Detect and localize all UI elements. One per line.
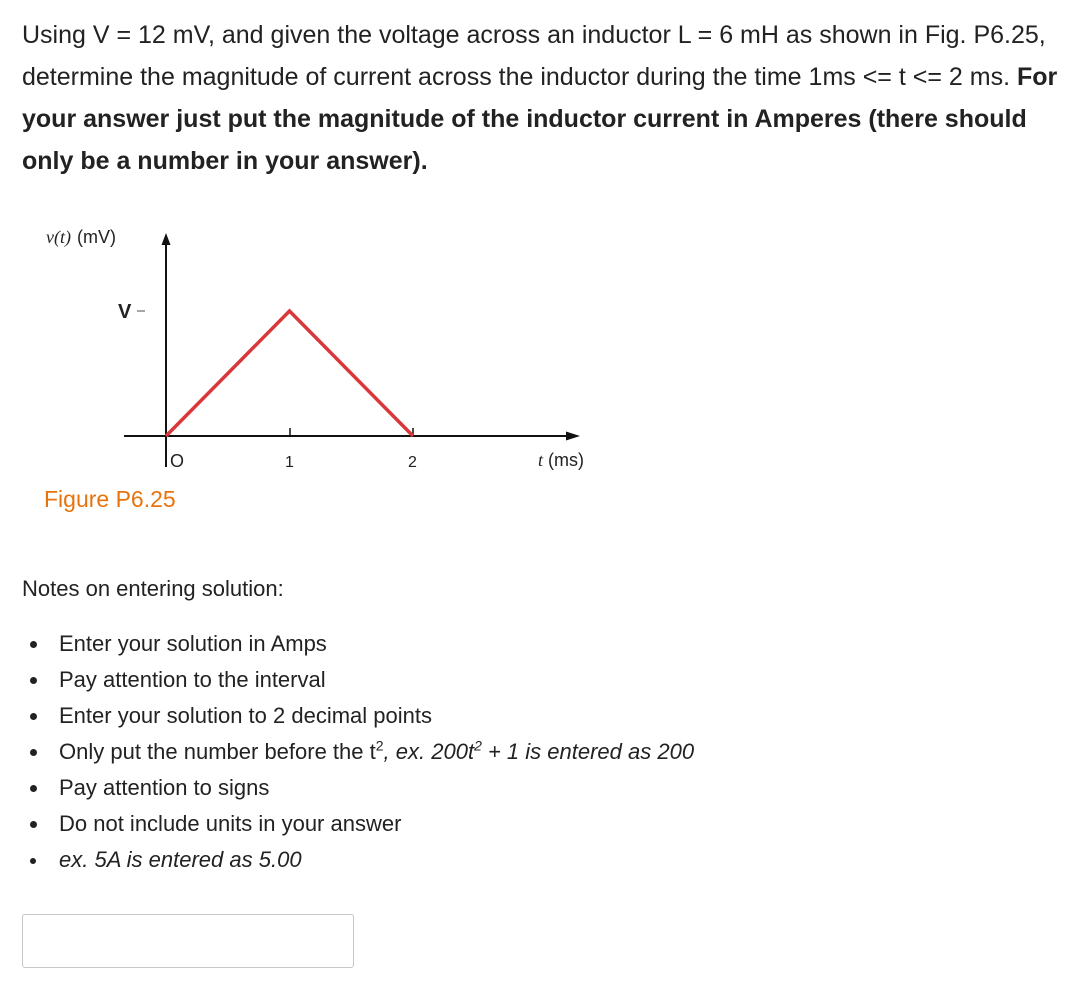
- waveform-series-line: [166, 311, 413, 436]
- y-axis-label: v(t) (mV): [46, 227, 116, 247]
- question-intro: Using V = 12 mV, and given the voltage across an inductor L = 6 mH as shown in Fig. P6.25, determine the magnitude of current across the inductor during the time 1ms <= t <= 2 ms.: [22, 21, 1046, 91]
- note-text: Do not include units in your answer: [59, 811, 402, 836]
- list-item: [22, 806, 694, 842]
- list-item: [22, 842, 694, 878]
- question-bold-instruction: For your answer just put the magnitude of the inductor current in Amperes (there should only be a number in your answer).: [22, 63, 1058, 175]
- note-text: Pay attention to signs: [59, 775, 270, 800]
- x-axis-label: t (ms): [538, 450, 584, 470]
- list-item: [22, 626, 694, 662]
- answer-input[interactable]: [22, 914, 354, 968]
- list-item: [22, 770, 694, 806]
- note-text: ex. 5A is entered as 5.00: [59, 847, 302, 872]
- figure-caption: Figure P6.25: [44, 486, 176, 512]
- y-axis-arrowhead: [162, 233, 171, 245]
- figure-p6-25: [0, 205, 640, 525]
- note-text: Only put the number before the t: [59, 739, 376, 764]
- origin-label: O: [170, 451, 185, 471]
- note-text: Pay attention to the interval: [59, 667, 326, 692]
- note-text: Enter your solution to 2 decimal points: [59, 703, 432, 728]
- tick-2-label: 2: [408, 454, 417, 471]
- note-superscript: 2: [375, 737, 384, 754]
- note-example: , ex. $200t^2 + 1$ is entered as 200: [383, 737, 695, 764]
- list-item: [22, 734, 694, 770]
- question-text: [22, 14, 1072, 182]
- notes-list: [22, 626, 694, 878]
- notes-title: Notes on entering solution:: [22, 576, 284, 601]
- note-text: Enter your solution in Amps: [59, 631, 327, 656]
- voltage-waveform-plot: [0, 205, 640, 525]
- tick-1-label: 1: [285, 454, 294, 471]
- list-item: [22, 662, 694, 698]
- x-axis-arrowhead: [566, 432, 580, 441]
- peak-label: V: [118, 301, 132, 323]
- list-item: [22, 698, 694, 734]
